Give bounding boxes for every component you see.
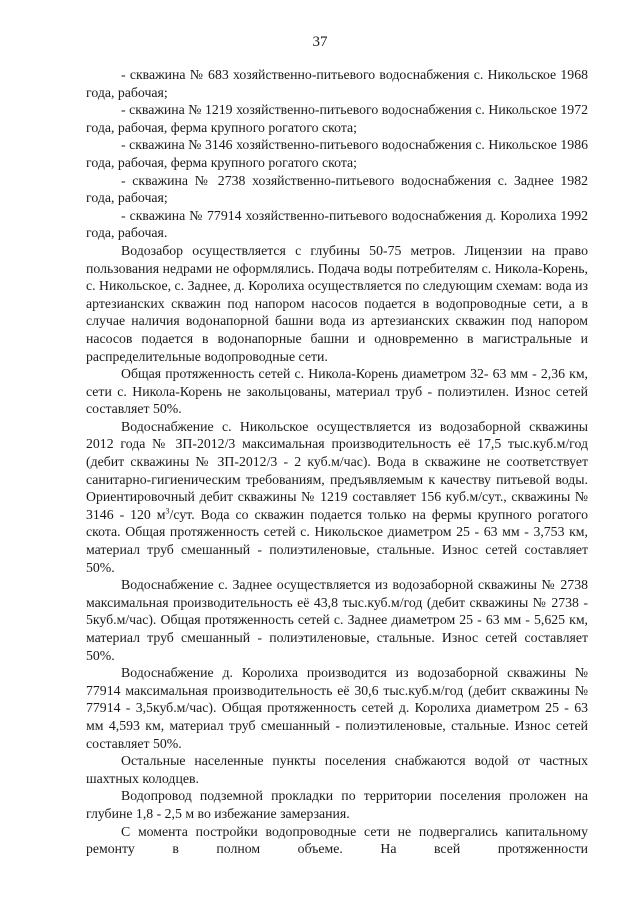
paragraph-korolikha-supply: Водоснабжение д. Королиха производится из водозаборной скважины № 77914 максимальная производительность её 30,6 тыс.куб.м/год (дебит скважины № 77914 - 3,5куб.м/час). Общая протяженность сетей д. Королиха диаметром 25 - 63 мм 4,593 км, материал труб смешанный - полиэтиленовые, стальные. Износ сетей составляет 50%.: [86, 665, 588, 751]
well-list-item: - скважина № 683 хозяйственно-питьевого водоснабжения с. Никольское 1968 года, рабочая;: [86, 67, 588, 100]
superscript: 3: [165, 506, 170, 516]
paragraph-repair: С момента постройки водопроводные сети не подвергались капитальному ремонту в полном объеме. На всей протяженности: [86, 823, 588, 857]
paragraph-zadnee-supply: Водоснабжение с. Заднее осуществляется из водозаборной скважины № 2738 максимальная производительность её 43,8 тыс.куб.м/год (дебит скважины № 2738 - 5куб.м/час). Общая протяженность сетей с. Заднее диаметром 25 - 63 мм - 5,625 км, материал труб смешанный - полиэтиленовые, стальные. Износ сетей составляет 50%.: [86, 577, 588, 663]
well-list-item: - скважина № 1219 хозяйственно-питьевого водоснабжения с. Никольское 1972 года, рабочая, ферма крупного рогатого скота;: [86, 102, 588, 135]
paragraph-water-intake: Водозабор осуществляется с глубины 50-75 метров. Лицензии на право пользования недрами не оформлялись. Подача воды потребителям с. Никола-Корень, с. Никольское, с. Заднее, д. Королиха осуществляется по следующим схемам: вода из артезианских скважин под напором насосов подается в водопроводные сети, а в случае наличия водонапорной башни вода из артезианских скважин под напором насосов подается в водонапорные башни и одновременно в магистральные и распределительные водопроводные сети.: [86, 242, 588, 364]
well-list-item: - скважина № 2738 хозяйственно-питьевого водоснабжения с. Заднее 1982 года, рабочая;: [86, 172, 588, 206]
paragraph-text: /сут. Вода со скважин подается только на фермы крупного рогатого скота. Общая протяженность сетей с. Никольское диаметром 25 - 63 мм - 3,753 км, материал труб смешанный - полиэтиленовые, стальные. Износ сетей составляет 50%.: [86, 506, 588, 575]
page-number: 37: [312, 34, 328, 50]
well-list-item: - скважина № 77914 хозяйственно-питьевого водоснабжения д. Королиха 1992 года, рабочая.: [86, 207, 588, 241]
paragraph-other-settlements: Остальные населенные пункты поселения снабжаются водой от частных шахтных колодцев.: [86, 753, 588, 786]
paragraph-pipeline-depth: Водопровод подземной прокладки по территории поселения проложен на глубине 1,8 - 2,5 м во избежание замерзания.: [86, 788, 588, 821]
document-body: [86, 66, 588, 858]
paragraph-text: Водоснабжение с. Никольское осуществляется из водозаборной скважины 2012 года № ЗП-2012/3 максимальная производительность её 17,5 тыс.куб.м/год (дебит скважины № ЗП-2012/3 - 2 куб.м/час). Вода в скважине не соответствует санитарно-гигиеническим требованиям, предъявляемым к качеству питьевой воды. Ориентировочный дебит скважины № 1219 составляет 156 куб.м/сут., скважины № 3146 - 120 м: [86, 418, 588, 522]
paragraph-nikolskoe-supply: [86, 418, 588, 576]
paragraph-nikola-koren-networks: Общая протяженность сетей с. Никола-Корень диаметром 32- 63 мм - 2,36 км, сети с. Никола-Корень не закольцованы, материал труб - полиэтилен. Износ сетей составляет 50%.: [86, 366, 588, 417]
well-list-item: - скважина № 3146 хозяйственно-питьевого водоснабжения с. Никольское 1986 года, рабочая, ферма крупного рогатого скота;: [86, 137, 588, 170]
